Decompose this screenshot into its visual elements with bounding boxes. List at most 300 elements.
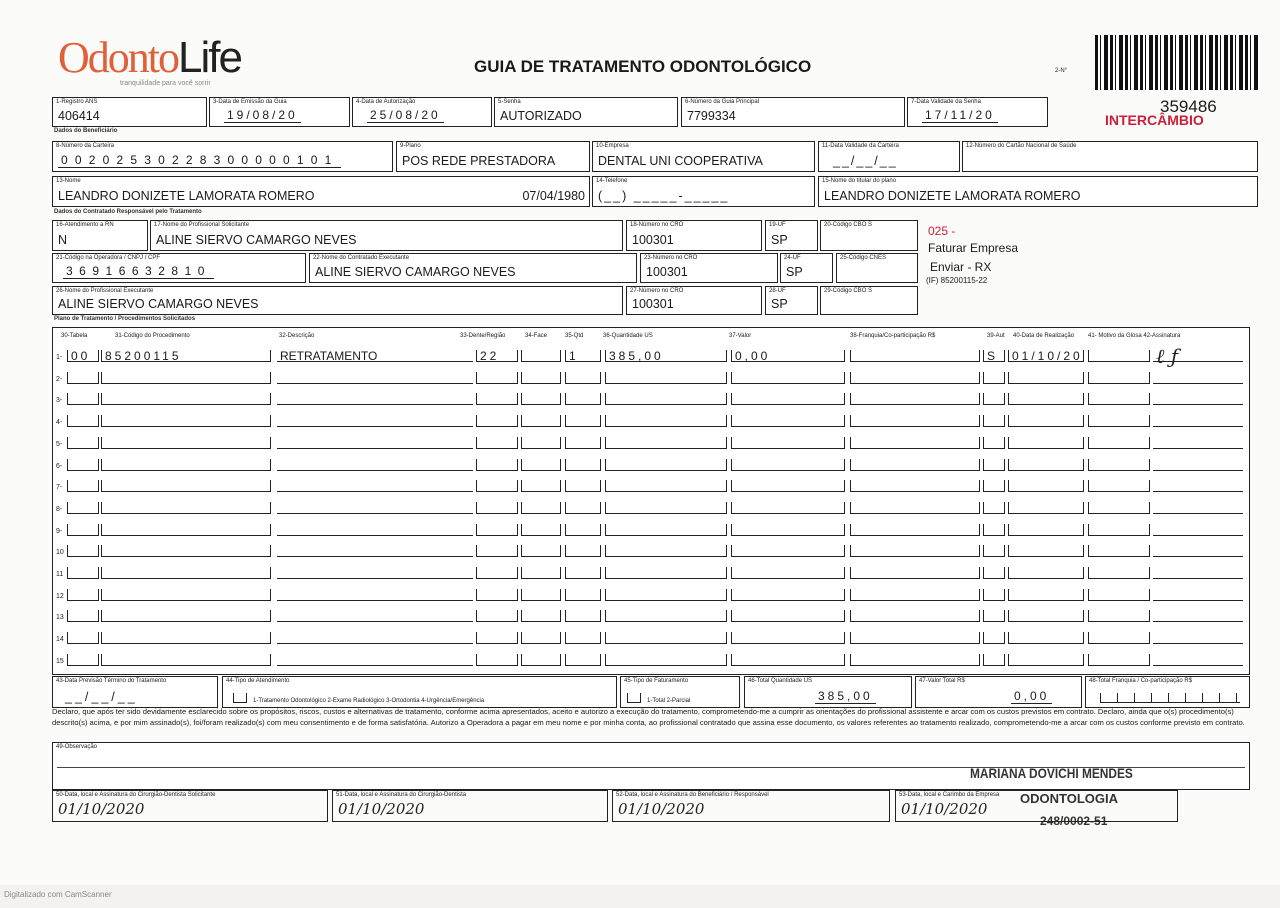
cell-us[interactable] xyxy=(605,502,727,514)
cell-motivo[interactable] xyxy=(1088,545,1150,557)
field-label: 5-Senha xyxy=(498,99,521,105)
scanner-footer: Digitalizado com CamScanner xyxy=(4,890,112,899)
signature-cell[interactable] xyxy=(1153,589,1243,601)
cell-valor[interactable] xyxy=(731,610,845,622)
field-empresa xyxy=(592,141,815,172)
odontolife-logo: OdontoLife xyxy=(58,33,241,82)
cell-codigo[interactable]: 85200115 xyxy=(101,350,271,362)
cell-dente[interactable] xyxy=(476,437,518,449)
cell-face[interactable] xyxy=(521,415,561,427)
cell-valor[interactable] xyxy=(731,654,845,666)
column-header: 33-Dente/Região xyxy=(460,333,506,339)
cell-tabela[interactable] xyxy=(67,632,99,644)
cell-valor[interactable] xyxy=(731,545,845,557)
field-data-autorizacao xyxy=(352,97,492,127)
field-uf-solicitante xyxy=(765,220,818,251)
cell-codigo[interactable] xyxy=(101,567,271,579)
cell-data[interactable]: 01/10/20 xyxy=(1008,350,1084,362)
cell-descricao[interactable] xyxy=(277,459,473,471)
signature-cell[interactable] xyxy=(1153,480,1243,492)
field-value: 100301 xyxy=(646,265,688,279)
cell-codigo[interactable] xyxy=(101,632,271,644)
cell-tabela[interactable] xyxy=(67,459,99,471)
table-row xyxy=(53,539,1249,559)
signature-cell[interactable] xyxy=(1153,632,1243,644)
cell-face[interactable] xyxy=(521,589,561,601)
signature-cell[interactable] xyxy=(1153,610,1243,622)
cell-motivo[interactable] xyxy=(1088,350,1150,362)
guide-number-label: 2-N° xyxy=(1055,68,1068,74)
cell-us[interactable]: 385,00 xyxy=(605,350,727,362)
cell-tabela[interactable] xyxy=(67,480,99,492)
cell-codigo[interactable] xyxy=(101,393,271,405)
cell-us[interactable] xyxy=(605,415,727,427)
cell-motivo[interactable] xyxy=(1088,567,1150,579)
cell-dente[interactable] xyxy=(476,589,518,601)
cell-dente[interactable] xyxy=(476,632,518,644)
cell-motivo[interactable] xyxy=(1088,459,1150,471)
field-label: 43-Data Previsão Término do Tratamento xyxy=(56,678,167,684)
cell-us[interactable] xyxy=(605,610,727,622)
cell-aut[interactable]: S xyxy=(983,350,1005,362)
cell-franquia[interactable] xyxy=(850,393,980,405)
cell-face[interactable] xyxy=(521,502,561,514)
field-label: 47-Valor Total R$ xyxy=(919,678,965,684)
cell-motivo[interactable] xyxy=(1088,415,1150,427)
cell-qtd[interactable] xyxy=(565,654,601,666)
cell-qtd[interactable] xyxy=(565,589,601,601)
cell-qtd[interactable] xyxy=(565,524,601,536)
field-label: 49-Observação xyxy=(56,744,98,750)
field-assinatura-beneficiario[interactable] xyxy=(612,790,890,822)
cell-face[interactable] xyxy=(521,610,561,622)
cell-valor[interactable] xyxy=(731,437,845,449)
cell-dente[interactable] xyxy=(476,372,518,384)
cell-franquia[interactable] xyxy=(850,480,980,492)
cell-data[interactable] xyxy=(1008,502,1084,514)
cell-motivo[interactable] xyxy=(1088,632,1150,644)
field-contratado-executante xyxy=(309,253,637,283)
field-label: 25-Código CNES xyxy=(840,255,887,261)
field-cbo-solicitante xyxy=(820,220,918,251)
section-beneficiario: Dados do Beneficiário xyxy=(54,128,118,134)
cell-qtd[interactable] xyxy=(565,502,601,514)
cell-dente[interactable] xyxy=(476,567,518,579)
cell-tabela[interactable] xyxy=(67,610,99,622)
field-label: 46-Total Quantidade US xyxy=(748,678,813,684)
table-row xyxy=(53,648,1249,668)
signature-cell[interactable] xyxy=(1153,654,1243,666)
cell-us[interactable] xyxy=(605,567,727,579)
cell-data[interactable] xyxy=(1008,372,1084,384)
table-row xyxy=(53,474,1249,494)
cell-data[interactable] xyxy=(1008,567,1084,579)
signature-cell[interactable] xyxy=(1153,502,1243,514)
intercambio-stamp: INTERCÂMBIO xyxy=(1105,112,1204,128)
section-plano: Plano de Tratamento / Procedimentos Solicitados xyxy=(54,316,196,322)
cell-us[interactable] xyxy=(605,632,727,644)
field-label: 10-Empresa xyxy=(596,143,629,149)
field-value: 25/08/20 xyxy=(367,108,444,123)
field-value: 100301 xyxy=(632,297,674,311)
cell-descricao[interactable] xyxy=(277,415,473,427)
logo-tagline: tranquilidade para você sorrir xyxy=(120,80,211,87)
signature-cell[interactable] xyxy=(1153,545,1243,557)
cell-us[interactable] xyxy=(605,437,727,449)
field-label: 21-Código na Operadora / CNPJ / CPF xyxy=(56,255,161,261)
cell-face[interactable] xyxy=(521,459,561,471)
cell-aut[interactable] xyxy=(983,480,1005,492)
table-row xyxy=(53,626,1249,646)
cell-data[interactable] xyxy=(1008,545,1084,557)
procedures-table xyxy=(52,327,1250,675)
cell-aut[interactable] xyxy=(983,393,1005,405)
field-label: 53-Data, local e Carimbo da Empresa xyxy=(899,792,1000,798)
cell-franquia[interactable] xyxy=(850,350,980,362)
cell-franquia[interactable] xyxy=(850,610,980,622)
cell-qtd[interactable] xyxy=(565,610,601,622)
cell-franquia[interactable] xyxy=(850,415,980,427)
cell-valor[interactable] xyxy=(731,415,845,427)
cell-qtd[interactable]: 1 xyxy=(565,350,601,362)
cell-codigo[interactable] xyxy=(101,437,271,449)
row-number: 13 xyxy=(56,614,64,622)
cell-data[interactable] xyxy=(1008,589,1084,601)
cell-face[interactable] xyxy=(521,545,561,557)
cell-face[interactable] xyxy=(521,480,561,492)
field-tipo-atendimento xyxy=(222,676,617,708)
cell-aut[interactable] xyxy=(983,610,1005,622)
cell-aut[interactable] xyxy=(983,589,1005,601)
field-guia-principal xyxy=(681,97,905,127)
cell-tabela[interactable]: 00 xyxy=(67,350,99,362)
cell-qtd[interactable] xyxy=(565,480,601,492)
cell-descricao[interactable] xyxy=(277,632,473,644)
cell-valor[interactable] xyxy=(731,567,845,579)
cell-descricao[interactable] xyxy=(277,524,473,536)
cell-dente[interactable] xyxy=(476,502,518,514)
cell-descricao[interactable] xyxy=(277,502,473,514)
table-row xyxy=(53,496,1249,516)
cell-qtd[interactable] xyxy=(565,632,601,644)
cell-face[interactable] xyxy=(521,567,561,579)
cell-codigo[interactable] xyxy=(101,545,271,557)
field-titular-plano xyxy=(818,176,1258,207)
cell-aut[interactable] xyxy=(983,524,1005,536)
field-value: ALINE SIERVO CAMARGO NEVES xyxy=(315,265,516,279)
cell-tabela[interactable] xyxy=(67,393,99,405)
cell-franquia[interactable] xyxy=(850,589,980,601)
field-validade-senha xyxy=(907,97,1048,127)
cell-dente[interactable] xyxy=(476,654,518,666)
row-number: 5- xyxy=(56,440,63,448)
cell-dente[interactable] xyxy=(476,610,518,622)
signature-cell[interactable] xyxy=(1153,437,1243,449)
cell-codigo[interactable] xyxy=(101,415,271,427)
cell-descricao[interactable] xyxy=(277,437,473,449)
company-stamp-name: MARIANA DOVICHI MENDES xyxy=(970,765,1133,781)
cell-dente[interactable] xyxy=(476,480,518,492)
cell-qtd[interactable] xyxy=(565,372,601,384)
row-number: 11 xyxy=(56,571,64,578)
field-nome xyxy=(52,176,590,207)
table-row xyxy=(53,561,1249,581)
cell-franquia[interactable] xyxy=(850,437,980,449)
cell-franquia[interactable] xyxy=(850,654,980,666)
field-label: 28-UF xyxy=(769,288,786,294)
cell-motivo[interactable] xyxy=(1088,393,1150,405)
cell-descricao[interactable] xyxy=(277,372,473,384)
cell-data[interactable] xyxy=(1008,393,1084,405)
cell-valor[interactable] xyxy=(731,480,845,492)
field-cro-solicitante xyxy=(626,220,762,251)
field-label: 7-Data Validade da Senha xyxy=(911,99,981,105)
cell-data[interactable] xyxy=(1008,480,1084,492)
field-assinatura-solicitante[interactable] xyxy=(52,790,328,822)
tipo-faturamento-checkbox[interactable] xyxy=(627,693,641,703)
cell-valor[interactable] xyxy=(731,372,845,384)
cell-aut[interactable] xyxy=(983,372,1005,384)
field-options: 1-Tratamento Odontológico 2-Exame Radiológico 3-Ortodontia 4-Urgência/Emergência xyxy=(253,698,485,704)
tipo-atendimento-checkbox[interactable] xyxy=(233,693,247,703)
cell-codigo[interactable] xyxy=(101,524,271,536)
cell-aut[interactable] xyxy=(983,437,1005,449)
cell-data[interactable] xyxy=(1008,415,1084,427)
cell-qtd[interactable] xyxy=(565,415,601,427)
cell-us[interactable] xyxy=(605,545,727,557)
cell-us[interactable] xyxy=(605,524,727,536)
cell-motivo[interactable] xyxy=(1088,502,1150,514)
cell-tabela[interactable] xyxy=(67,502,99,514)
field-label: 24-UF xyxy=(784,255,801,261)
cell-aut[interactable] xyxy=(983,502,1005,514)
field-label: 29-Código CBO S xyxy=(824,288,873,294)
note-if: (IF) 85200115-22 xyxy=(926,276,988,285)
field-valor-total xyxy=(915,676,1082,708)
field-value: AUTORIZADO xyxy=(500,109,582,123)
cell-descricao[interactable] xyxy=(277,480,473,492)
cell-data[interactable] xyxy=(1008,632,1084,644)
cell-motivo[interactable] xyxy=(1088,524,1150,536)
field-total-us xyxy=(744,676,912,708)
field-label: 48-Total Franquia / Co-participação R$ xyxy=(1089,678,1193,684)
field-value: 7799334 xyxy=(687,109,736,123)
cell-dente[interactable] xyxy=(476,393,518,405)
cell-tabela[interactable] xyxy=(67,567,99,579)
cell-codigo[interactable] xyxy=(101,502,271,514)
company-stamp-cnpj: 248/0002-51 xyxy=(1040,814,1108,828)
cell-descricao[interactable] xyxy=(277,393,473,405)
cell-valor[interactable] xyxy=(731,632,845,644)
field-value: SP xyxy=(771,297,788,311)
field-label: 13-Nome xyxy=(56,178,81,184)
field-label: 51-Data, local e Assinatura do Cirurgião-Dentista xyxy=(336,792,467,798)
cell-data[interactable] xyxy=(1008,459,1084,471)
field-value: ALINE SIERVO CAMARGO NEVES xyxy=(58,297,259,311)
row-number: 9- xyxy=(56,527,63,535)
field-value: (__) _____-_____ xyxy=(598,189,730,203)
cell-valor[interactable] xyxy=(731,393,845,405)
cell-descricao[interactable] xyxy=(277,589,473,601)
cell-data[interactable] xyxy=(1008,654,1084,666)
signature-date: 01/10/2020 xyxy=(618,800,705,818)
cell-descricao[interactable] xyxy=(277,610,473,622)
field-value: 0,00 xyxy=(1011,689,1052,704)
cell-valor[interactable] xyxy=(731,524,845,536)
cell-face[interactable] xyxy=(521,393,561,405)
field-value: 00202530228300000101 xyxy=(58,153,341,168)
field-registro-ans xyxy=(52,97,207,127)
birth-date: 07/04/1980 xyxy=(522,189,585,203)
field-options: 1-Total 2-Parcial xyxy=(647,698,691,704)
table-row xyxy=(53,387,1249,407)
cell-tabela[interactable] xyxy=(67,372,99,384)
field-assinatura-dentista[interactable] xyxy=(332,790,608,822)
company-stamp-dept: ODONTOLOGIA xyxy=(1020,791,1118,806)
row-number: 15 xyxy=(56,657,64,665)
cell-tabela[interactable] xyxy=(67,415,99,427)
row-number: 4- xyxy=(56,419,63,427)
cell-qtd[interactable] xyxy=(565,437,601,449)
cell-motivo[interactable] xyxy=(1088,610,1150,622)
cell-aut[interactable] xyxy=(983,545,1005,557)
cell-descricao[interactable] xyxy=(277,654,473,666)
field-label: 23-Número no CRO xyxy=(644,255,698,261)
note-faturar: Faturar Empresa xyxy=(928,241,1019,255)
declaration-text: Declaro, que após ter sido devidamente esclarecido sobre os propósitos, riscos, custos e alternativas de tratamento, conforme acima apresentados, aceito e autorizo a execução do tratamento, comprometendo-me a cumprir as orientações do profissional assistente e arcar com os custos previstos em contrato. Declaro, ainda que o(s) procedimento(s) descrito(s) acima, e por mim assinado(s), foi/foram realizado(s) com meu consentimento e de forma satisfatória. Autorizo a Operadora a pagar em meu nome e por minha conta, ao profissional contratado que assina esse documento, os valores referentes ao tratamento realizado, comprometendo-me a arcar com os custos conforme previsto em contrato. xyxy=(52,707,1245,727)
cell-franquia[interactable] xyxy=(850,567,980,579)
field-label: 4-Data de Autorização xyxy=(356,99,416,105)
signature-cell[interactable] xyxy=(1153,393,1243,405)
cell-qtd[interactable] xyxy=(565,459,601,471)
cell-qtd[interactable] xyxy=(565,567,601,579)
cell-motivo[interactable] xyxy=(1088,654,1150,666)
cell-dente[interactable] xyxy=(476,459,518,471)
field-profissional-executante xyxy=(52,286,623,315)
column-header: 34-Face xyxy=(525,333,548,339)
cell-us[interactable] xyxy=(605,393,727,405)
cell-data[interactable] xyxy=(1008,524,1084,536)
cell-face[interactable] xyxy=(521,437,561,449)
cell-us[interactable] xyxy=(605,372,727,384)
row-number: 8- xyxy=(56,505,63,513)
row-number: 14 xyxy=(56,636,64,644)
signature-cell[interactable] xyxy=(1153,344,1243,368)
field-cro-profissional xyxy=(626,286,762,315)
cell-dente[interactable] xyxy=(476,545,518,557)
cell-franquia[interactable] xyxy=(850,545,980,557)
field-label: 50-Data, local e Assinatura do Cirurgião-Dentista Solicitante xyxy=(56,792,216,798)
cell-franquia[interactable] xyxy=(850,524,980,536)
cell-aut[interactable] xyxy=(983,415,1005,427)
cell-face[interactable] xyxy=(521,654,561,666)
signature-cell[interactable] xyxy=(1153,567,1243,579)
field-cbo-profissional xyxy=(820,286,918,315)
cell-franquia[interactable] xyxy=(850,459,980,471)
cell-valor[interactable] xyxy=(731,459,845,471)
field-label: 52-Data, local e Assinatura do Beneficiário / Responsável xyxy=(616,792,769,798)
franquia-cells[interactable] xyxy=(1100,693,1240,703)
cell-franquia[interactable] xyxy=(850,502,980,514)
signature-cell[interactable] xyxy=(1153,459,1243,471)
signature-cell[interactable] xyxy=(1153,372,1243,384)
cell-franquia[interactable] xyxy=(850,632,980,644)
cell-dente[interactable] xyxy=(476,415,518,427)
signature-mark: ℓ ƒ xyxy=(1156,344,1179,368)
cell-dente[interactable]: 22 xyxy=(476,350,518,362)
column-header: 35-Qtd xyxy=(565,333,584,339)
cell-us[interactable] xyxy=(605,480,727,492)
section-contratado: Dados do Contratado Responsável pelo Tratamento xyxy=(54,209,202,215)
cell-aut[interactable] xyxy=(983,567,1005,579)
cell-data[interactable] xyxy=(1008,610,1084,622)
cell-data[interactable] xyxy=(1008,437,1084,449)
field-cartao-nacional-saude xyxy=(962,141,1258,172)
field-label: 9-Plano xyxy=(400,143,421,149)
field-previsao-termino xyxy=(52,676,218,708)
cell-codigo[interactable] xyxy=(101,372,271,384)
field-carimbo-empresa[interactable] xyxy=(895,790,1178,822)
cell-codigo[interactable] xyxy=(101,610,271,622)
cell-motivo[interactable] xyxy=(1088,589,1150,601)
signature-cell[interactable] xyxy=(1153,415,1243,427)
cell-motivo[interactable] xyxy=(1088,437,1150,449)
cell-valor[interactable]: 0,00 xyxy=(731,350,845,362)
cell-motivo[interactable] xyxy=(1088,372,1150,384)
column-header: 30-Tabela xyxy=(61,333,88,339)
cell-descricao[interactable] xyxy=(277,567,473,579)
cell-us[interactable] xyxy=(605,589,727,601)
cell-motivo[interactable] xyxy=(1088,480,1150,492)
cell-codigo[interactable] xyxy=(101,459,271,471)
cell-franquia[interactable] xyxy=(850,372,980,384)
field-numero-carteira xyxy=(52,141,393,172)
cell-tabela[interactable] xyxy=(67,545,99,557)
field-label: 16-Atendimento a RN xyxy=(56,222,114,228)
cell-tabela[interactable] xyxy=(67,524,99,536)
cell-valor[interactable] xyxy=(731,589,845,601)
cell-aut[interactable] xyxy=(983,632,1005,644)
cell-qtd[interactable] xyxy=(565,545,601,557)
field-label: 1-Registro ANS xyxy=(56,99,98,105)
cell-face[interactable] xyxy=(521,524,561,536)
cell-descricao[interactable] xyxy=(277,545,473,557)
field-label: 14-Telefone xyxy=(596,178,628,184)
cell-valor[interactable] xyxy=(731,502,845,514)
cell-us[interactable] xyxy=(605,459,727,471)
cell-face[interactable] xyxy=(521,350,561,362)
cell-dente[interactable] xyxy=(476,524,518,536)
cell-us[interactable] xyxy=(605,654,727,666)
cell-face[interactable] xyxy=(521,632,561,644)
cell-descricao[interactable]: RETRATAMENTO xyxy=(277,350,473,362)
cell-aut[interactable] xyxy=(983,654,1005,666)
signature-date: 01/10/2020 xyxy=(901,800,988,818)
field-value: 17/11/20 xyxy=(922,108,998,123)
cell-aut[interactable] xyxy=(983,459,1005,471)
cell-tabela[interactable] xyxy=(67,589,99,601)
cell-face[interactable] xyxy=(521,372,561,384)
cell-tabela[interactable] xyxy=(67,654,99,666)
cell-codigo[interactable] xyxy=(101,480,271,492)
field-label: 11-Data Validade da Carteira xyxy=(822,143,899,149)
cell-codigo[interactable] xyxy=(101,654,271,666)
cell-qtd[interactable] xyxy=(565,393,601,405)
cell-codigo[interactable] xyxy=(101,589,271,601)
barcode xyxy=(1095,35,1260,90)
signature-cell[interactable] xyxy=(1153,524,1243,536)
cell-tabela[interactable] xyxy=(67,437,99,449)
